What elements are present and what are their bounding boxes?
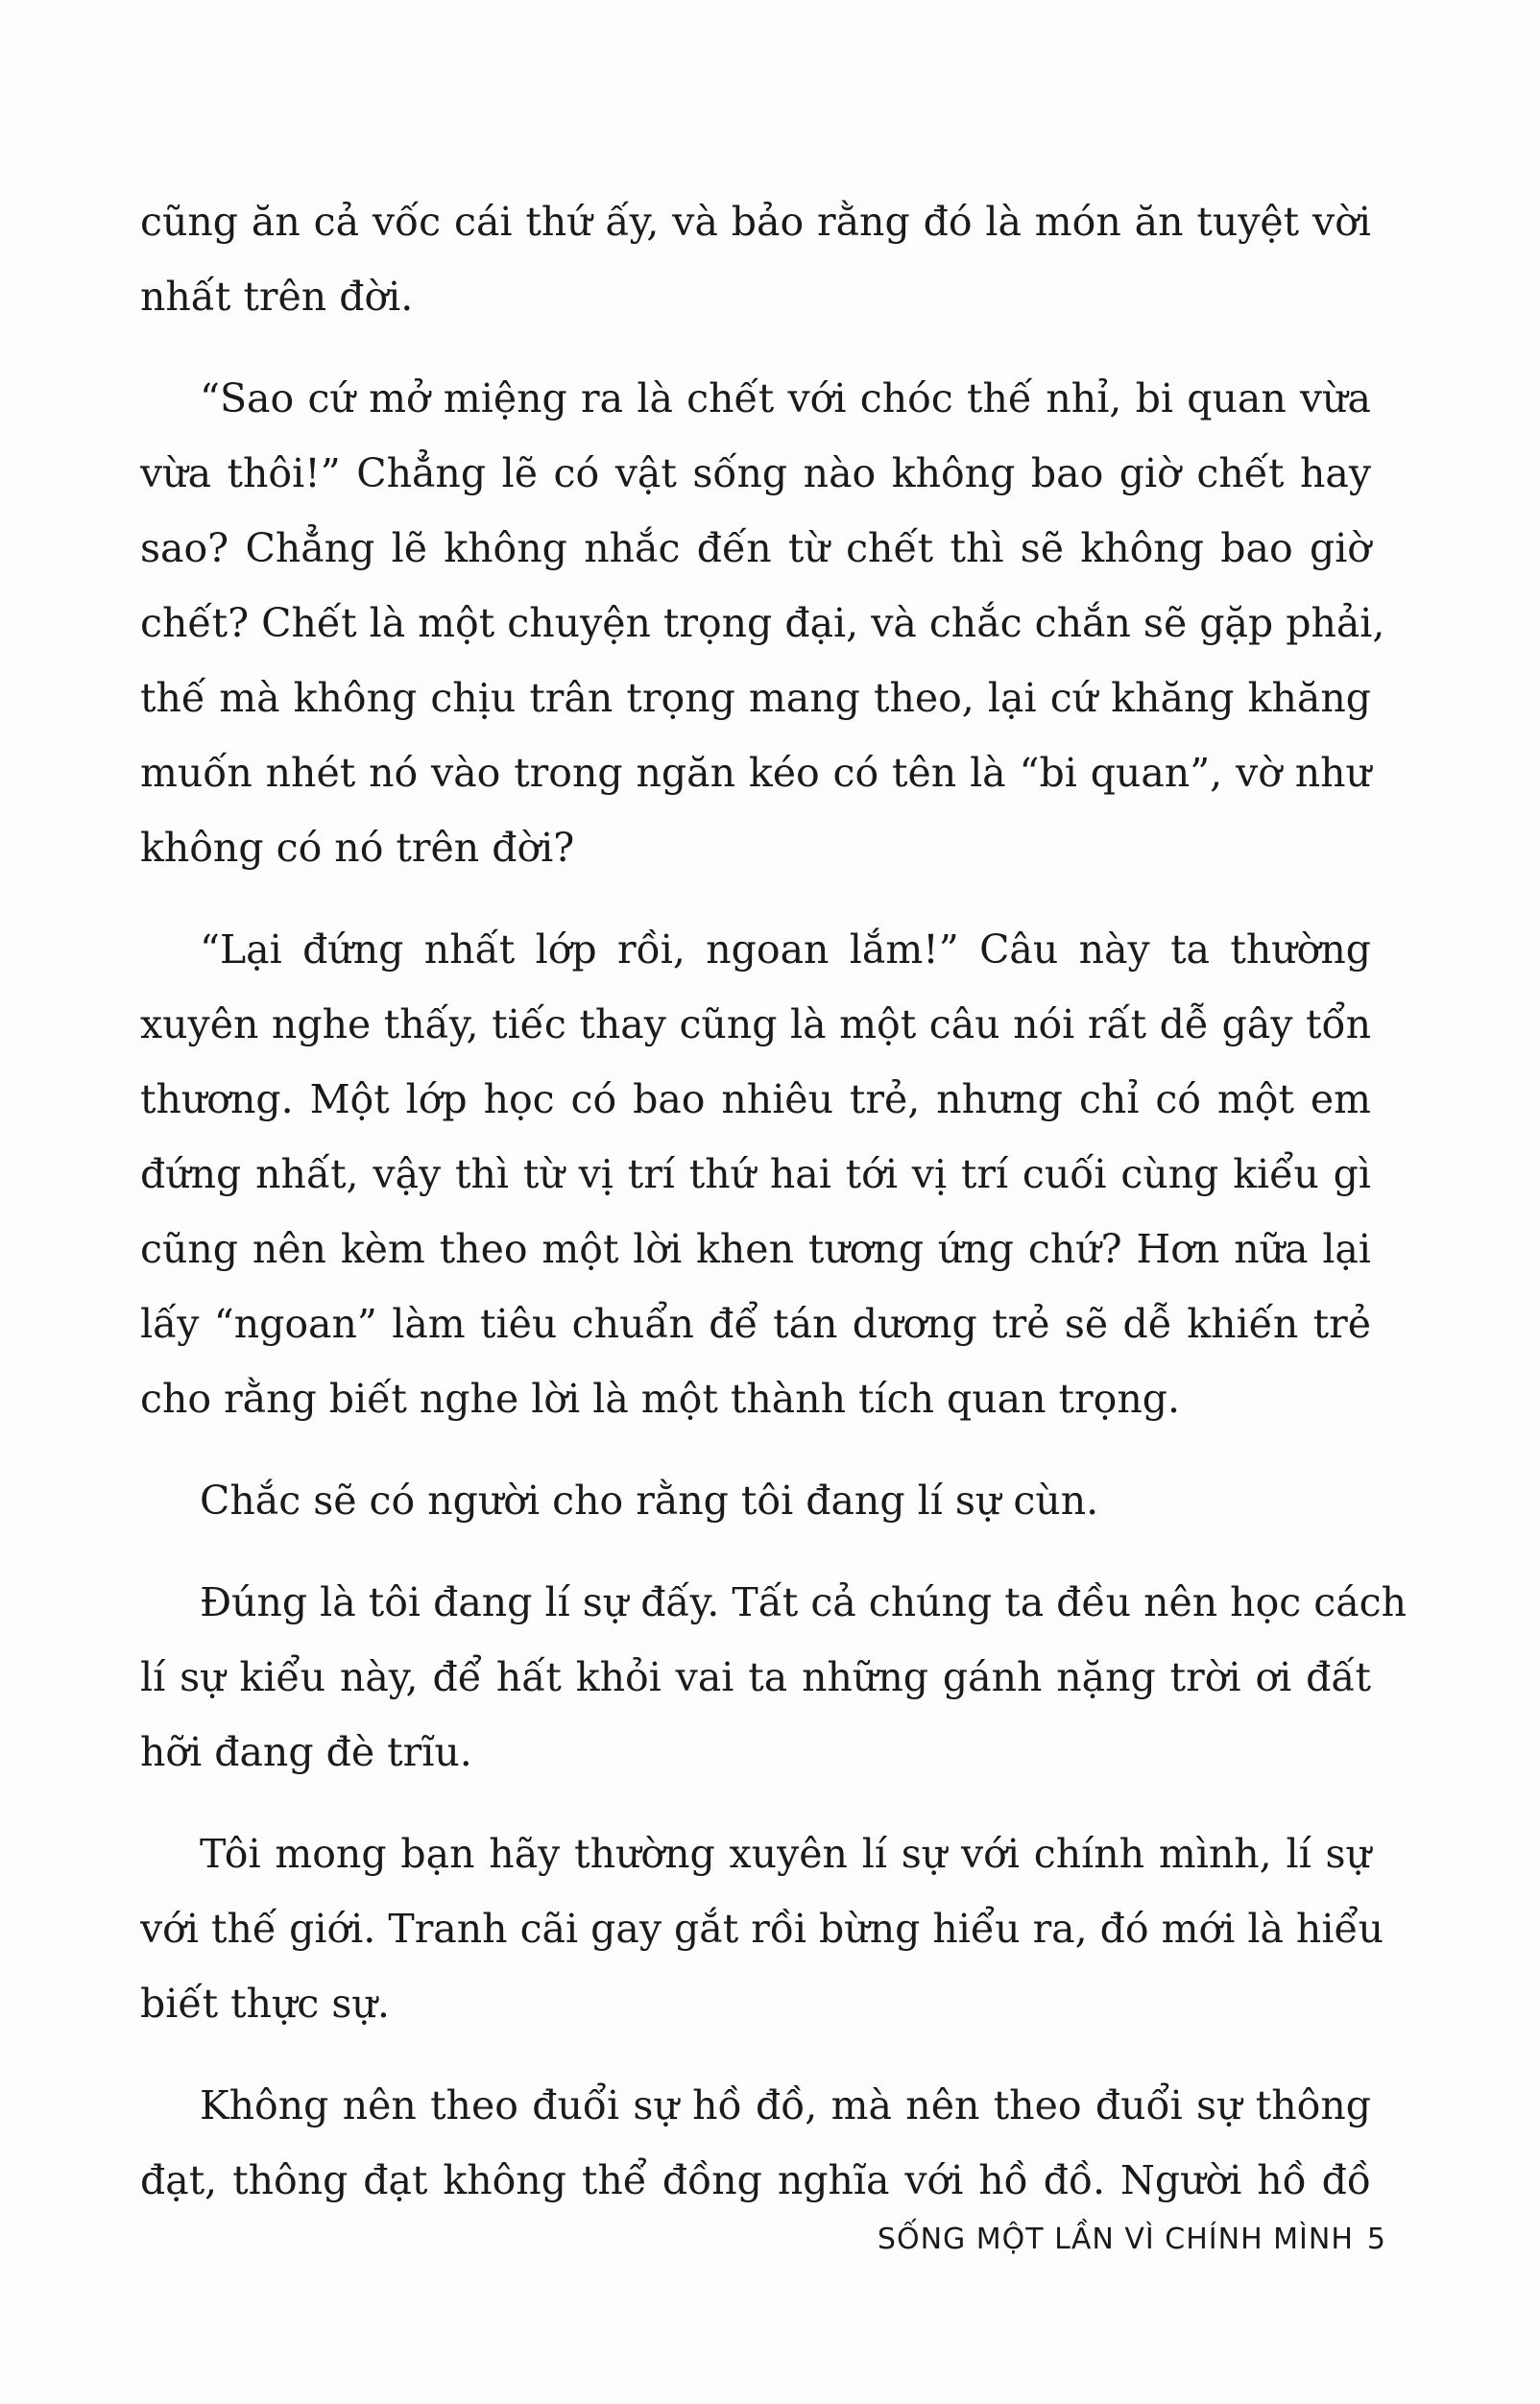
- paragraph-gap: [140, 1790, 1371, 1816]
- book-title: SỐNG MỘT LẦN VÌ CHÍNH MÌNH: [877, 2223, 1354, 2256]
- text-line: muốn nhét nó vào trong ngăn kéo có tên là “bi quan”, vờ như: [140, 750, 1371, 796]
- text-line: đạt, thông đạt không thể đồng nghĩa với hồ đồ. Người hồ đồ: [140, 2157, 1371, 2203]
- text-line: xuyên nghe thấy, tiếc thay cũng là một câu nói rất dễ gây tổn: [140, 1001, 1371, 1047]
- text-line: cũng ăn cả vốc cái thứ ấy, và bảo rằng đó là món ăn tuyệt vời: [140, 199, 1371, 245]
- text-line: cũng nên kèm theo một lời khen tương ứng chứ? Hơn nữa lại: [140, 1226, 1371, 1272]
- text-line: Đúng là tôi đang lí sự đấy. Tất cả chúng ta đều nên học cách: [200, 1579, 1408, 1625]
- page-number: 5: [1366, 2223, 1386, 2256]
- text-line: biết thực sự.: [140, 1981, 390, 2027]
- text-line: Tôi mong bạn hãy thường xuyên lí sự với chính mình, lí sự: [200, 1831, 1371, 1877]
- text-line: nhất trên đời.: [140, 274, 414, 320]
- text-line: thương. Một lớp học có bao nhiêu trẻ, nhưng chỉ có một em: [140, 1076, 1371, 1122]
- text-line: “Lại đứng nhất lớp rồi, ngoan lắm!” Câu này ta thường: [200, 926, 1371, 973]
- text-line: đứng nhất, vậy thì từ vị trí thứ hai tới vị trí cuối cùng kiểu gì: [140, 1151, 1371, 1197]
- paragraph-gap: [140, 885, 1371, 912]
- text-line: Không nên theo đuổi sự hồ đồ, mà nên theo đuổi sự thông: [200, 2082, 1371, 2128]
- text-line: hỡi đang đè trĩu.: [140, 1729, 472, 1775]
- text-line: “Sao cứ mở miệng ra là chết với chóc thế nhỉ, bi quan vừa: [200, 375, 1371, 421]
- text-line: chết? Chết là một chuyện trọng đại, và chắc chắn sẽ gặp phải,: [140, 600, 1385, 646]
- text-line: thế mà không chịu trân trọng mang theo, lại cứ khăng khăng: [140, 675, 1371, 721]
- text-line: lấy “ngoan” làm tiêu chuẩn để tán dương trẻ sẽ dễ khiến trẻ: [140, 1301, 1371, 1347]
- text-line: lí sự kiểu này, để hất khỏi vai ta những gánh nặng trời ơi đất: [140, 1654, 1371, 1700]
- page-body-text: [140, 184, 1408, 2218]
- text-line: cho rằng biết nghe lời là một thành tích quan trọng.: [140, 1376, 1180, 1422]
- text-line: Chắc sẽ có người cho rằng tôi đang lí sự cùn.: [200, 1478, 1099, 1524]
- text-line: không có nó trên đời?: [140, 825, 575, 871]
- paragraph-gap: [140, 1538, 1371, 1565]
- paragraph-gap: [140, 2041, 1371, 2068]
- running-footer: [878, 2223, 1386, 2256]
- text-line: vừa thôi!” Chẳng lẽ có vật sống nào không bao giờ chết hay: [140, 450, 1371, 496]
- paragraph-gap: [140, 1436, 1371, 1463]
- text-line: với thế giới. Tranh cãi gay gắt rồi bừng hiểu ra, đó mới là hiểu: [140, 1906, 1384, 1952]
- text-line: sao? Chẳng lẽ không nhắc đến từ chết thì sẽ không bao giờ: [140, 525, 1371, 571]
- paragraph-gap: [140, 334, 1371, 361]
